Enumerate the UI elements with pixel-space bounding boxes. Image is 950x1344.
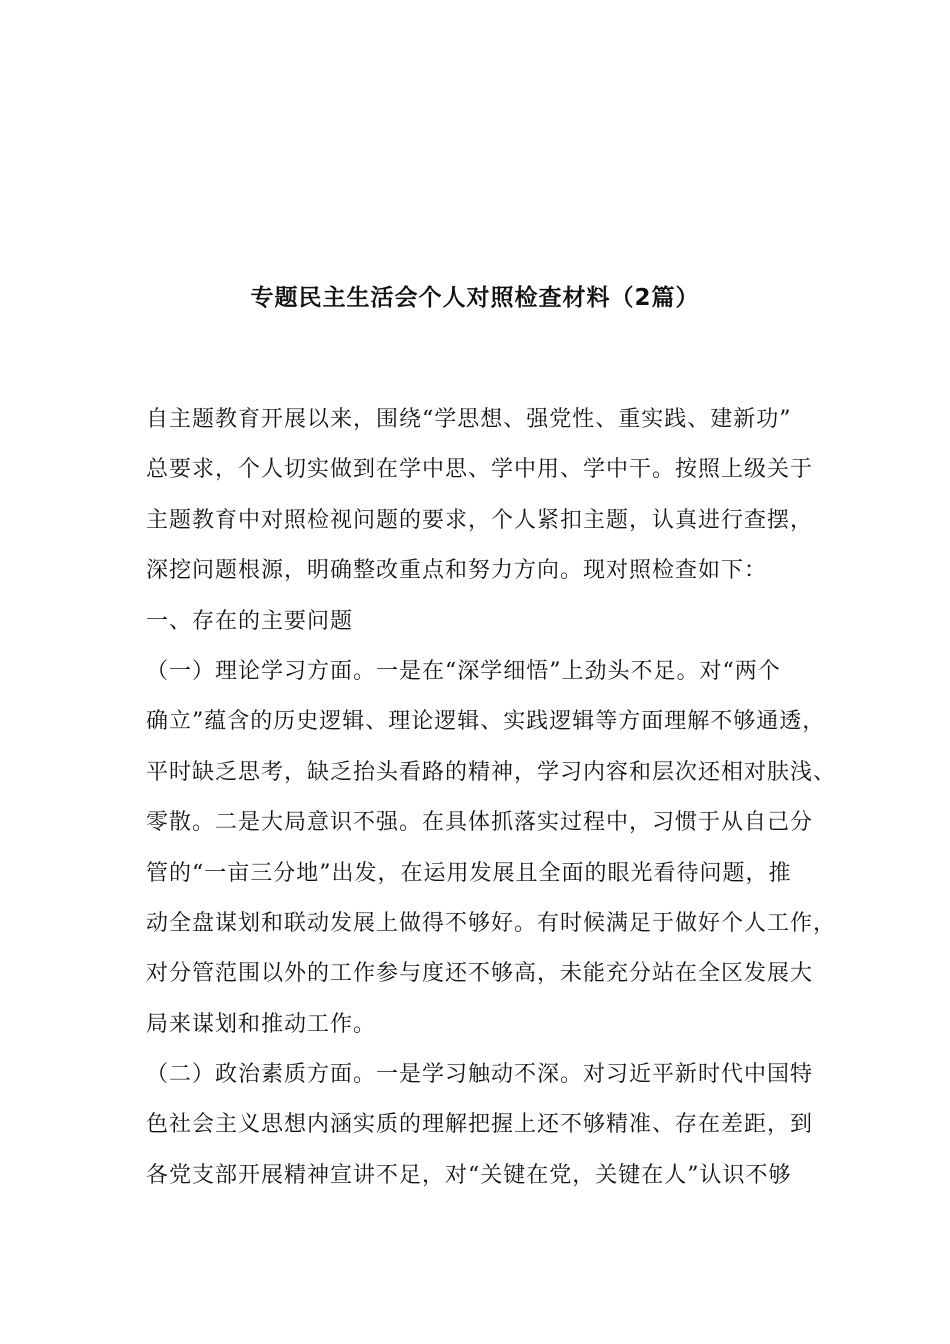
body-line: 各党支部开展精神宣讲不足，对“关键在党，关键在人”认识不够 <box>146 1162 792 1188</box>
body-line: 零散。二是大局意识不强。在具体抓落实过程中，习惯于从自己分 <box>146 810 814 836</box>
body-line: 主题教育中对照检视问题的要求，个人紧扣主题，认真进行查摆， <box>146 507 814 533</box>
body-line: 对分管范围以外的工作参与度还不够高，未能充分站在全区发展大 <box>146 961 814 987</box>
body-line: 动全盘谋划和联动发展上做得不够好。有时候满足于做好个人工作， <box>146 910 837 936</box>
body-line: （一）理论学习方面。一是在“深学细悟”上劲头不足。对“两个 <box>146 658 781 684</box>
body-line: 局来谋划和推动工作。 <box>146 1011 377 1037</box>
document-title: 专题民主生活会个人对照检查材料（2篇） <box>250 285 700 311</box>
body-line: 深挖问题根源，明确整改重点和努力方向。现对照检查如下： <box>146 558 768 584</box>
section-heading: 一、存在的主要问题 <box>146 608 354 634</box>
document-body <box>146 400 836 1206</box>
body-line: 总要求，个人切实做到在学中思、学中用、学中干。按照上级关于 <box>146 457 814 483</box>
body-line: 管的“一亩三分地”出发，在运用发展且全面的眼光看待问题，推 <box>146 860 792 886</box>
body-line: 自主题教育开展以来，围绕“学思想、强党性、重实践、建新功” <box>146 407 792 432</box>
body-line: （二）政治素质方面。一是学习触动不深。对习近平新时代中国特 <box>146 1062 814 1088</box>
body-line: 平时缺乏思考，缺乏抬头看路的精神，学习内容和层次还相对肤浅、 <box>146 759 837 785</box>
body-line: 色社会主义思想内涵实质的理解把握上还不够精准、存在差距，到 <box>146 1112 814 1138</box>
body-line: 确立”蕴含的历史逻辑、理论逻辑、实践逻辑等方面理解不够通透， <box>146 709 826 735</box>
